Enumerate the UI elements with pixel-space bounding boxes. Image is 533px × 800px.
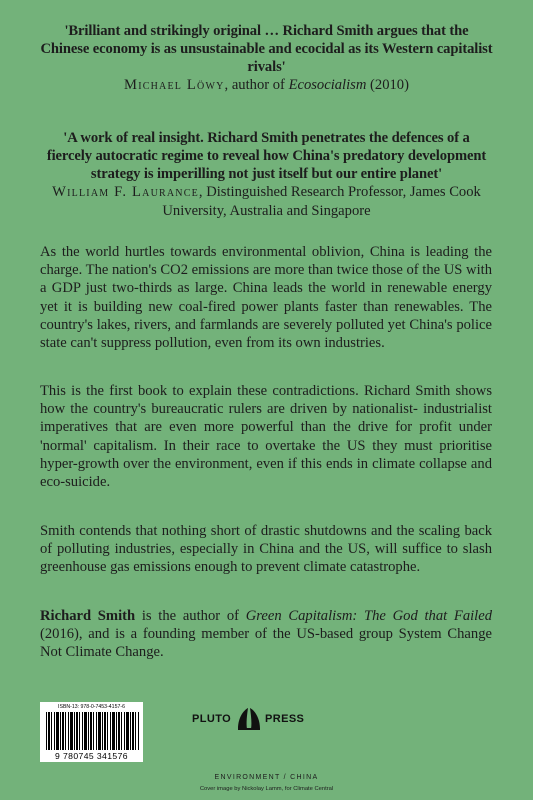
barcode-digits: 9 780745 341576 [55, 751, 128, 761]
reviewer-name: Michael Löwy [124, 77, 225, 93]
author-bio [40, 607, 492, 662]
author-bio-prefix: is the author of [135, 608, 246, 624]
review-quote-2 [40, 129, 493, 220]
pluto-press-icon [236, 707, 262, 731]
attribution-prefix: , author of [224, 77, 289, 93]
review-quote-text: 'Brilliant and strikingly original … Richard Smith argues that the Chinese economy is as unsustainable and ecocidal as its Western capitalist rivals' [40, 23, 493, 75]
isbn-label: ISBN-13: 978-0-7453-4157-6 [58, 704, 125, 710]
blurb-paragraph-2: This is the first book to explain these contradictions. Richard Smith shows how the country's bureaucratic rulers are driven by nationalist- industrialist imperatives that are even more powerful than the drive for profit under 'normal' capitalism. In their race to overtake the US they must prioritise hyper-growth over the environment, even if this ends in climate collapse and eco-suicide. [40, 383, 492, 491]
review-attribution [40, 76, 493, 95]
blurb-paragraph-1: As the world hurtles towards environmental oblivion, China is leading the charge. The nation's CO2 emissions are more than twice those of the US with a GDP just two-thirds as large. China leads the world in renewable energy yet it is building new coal-fired power plants faster than renewables. The country's lakes, rivers, and farmlands are severely polluted yet China's police state can't suppress pollution, even from its own industries. [40, 244, 492, 352]
reviewer-name: William F. Laurance [52, 184, 199, 200]
review-quote-1 [40, 22, 493, 95]
cover-image-credit: Cover image by Nickolay Lamm, for Climate Central [199, 786, 334, 792]
reviewer-work: Ecosocialism [288, 77, 367, 93]
review-quote-text: 'A work of real insight. Richard Smith penetrates the defences of a fiercely autocratic regime to reveal how China's predatory development strategy is imperilling not just itself but our entire planet' [46, 130, 487, 182]
review-attribution [40, 183, 493, 220]
author-bio-suffix: (2016), and is a founding member of the US-based group System Change Not Climate Change. [40, 626, 492, 661]
publisher-logo [192, 707, 312, 733]
publisher-name-left: PLUTO [192, 713, 232, 725]
subject-category: ENVIRONMENT / CHINA [214, 774, 319, 781]
attribution-rest: , Distinguished Research Professor, James Cook University, Australia and Singapore [162, 184, 481, 219]
author-name: Richard Smith [40, 608, 136, 624]
attribution-suffix: (2010) [366, 77, 409, 93]
publisher-name-right: PRESS [265, 713, 305, 725]
isbn-barcode [40, 702, 143, 762]
author-previous-book: Green Capitalism: The God that Failed [245, 608, 492, 624]
barcode-bars [46, 712, 139, 750]
blurb-paragraph-3: Smith contends that nothing short of drastic shutdowns and the scaling back of polluting industries, especially in China and the US, will suffice to slash greenhouse gas emissions enough to prevent climate catastrophe. [40, 523, 492, 576]
